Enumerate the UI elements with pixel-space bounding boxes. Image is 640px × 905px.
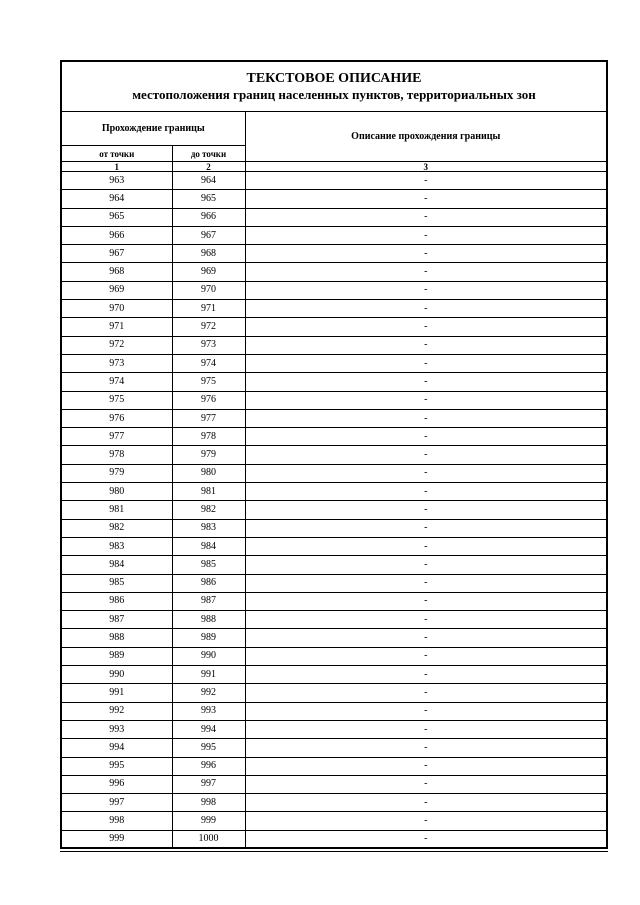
table-row <box>62 647 606 665</box>
to-point-cell: 988 <box>172 611 245 629</box>
from-point-cell: 968 <box>62 263 172 281</box>
description-cell: - <box>245 830 606 848</box>
description-cell: - <box>245 574 606 592</box>
from-point-cell: 970 <box>62 300 172 318</box>
table-row <box>62 794 606 812</box>
table-body <box>62 172 606 849</box>
table-row <box>62 300 606 318</box>
to-point-cell: 973 <box>172 336 245 354</box>
description-cell: - <box>245 208 606 226</box>
table-row <box>62 757 606 775</box>
description-cell: - <box>245 263 606 281</box>
from-point-cell: 978 <box>62 446 172 464</box>
description-cell: - <box>245 172 606 190</box>
from-point-cell: 972 <box>62 336 172 354</box>
from-point-cell: 984 <box>62 556 172 574</box>
to-point-cell: 964 <box>172 172 245 190</box>
to-point-cell: 998 <box>172 794 245 812</box>
description-cell: - <box>245 629 606 647</box>
from-point-cell: 971 <box>62 318 172 336</box>
from-point-cell: 980 <box>62 483 172 501</box>
from-point-cell: 974 <box>62 373 172 391</box>
description-cell: - <box>245 501 606 519</box>
description-cell: - <box>245 666 606 684</box>
from-point-cell: 990 <box>62 666 172 684</box>
document-title: ТЕКСТОВОЕ ОПИСАНИЕ <box>246 71 422 86</box>
to-point-cell: 985 <box>172 556 245 574</box>
table-row <box>62 830 606 848</box>
to-point-cell: 1000 <box>172 830 245 848</box>
table-row <box>62 318 606 336</box>
to-point-cell: 971 <box>172 300 245 318</box>
boundary-table <box>62 112 606 849</box>
from-point-cell: 969 <box>62 281 172 299</box>
header-col-2: 2 <box>172 162 245 172</box>
to-point-cell: 965 <box>172 190 245 208</box>
to-point-cell: 995 <box>172 739 245 757</box>
from-point-cell: 976 <box>62 409 172 427</box>
to-point-cell: 991 <box>172 666 245 684</box>
description-cell: - <box>245 428 606 446</box>
description-cell: - <box>245 373 606 391</box>
from-point-cell: 987 <box>62 611 172 629</box>
table-row <box>62 409 606 427</box>
from-point-cell: 983 <box>62 537 172 555</box>
to-point-cell: 975 <box>172 373 245 391</box>
description-cell: - <box>245 556 606 574</box>
to-point-cell: 996 <box>172 757 245 775</box>
from-point-cell: 994 <box>62 739 172 757</box>
from-point-cell: 992 <box>62 702 172 720</box>
to-point-cell: 972 <box>172 318 245 336</box>
table-row <box>62 592 606 610</box>
header-from-point: от точки <box>62 146 172 162</box>
table-row <box>62 428 606 446</box>
table-row <box>62 666 606 684</box>
table-row <box>62 446 606 464</box>
from-point-cell: 973 <box>62 354 172 372</box>
to-point-cell: 969 <box>172 263 245 281</box>
description-cell: - <box>245 519 606 537</box>
to-point-cell: 984 <box>172 537 245 555</box>
table-row <box>62 263 606 281</box>
from-point-cell: 999 <box>62 830 172 848</box>
table-row <box>62 354 606 372</box>
description-cell: - <box>245 190 606 208</box>
table-row <box>62 464 606 482</box>
description-cell: - <box>245 318 606 336</box>
description-cell: - <box>245 354 606 372</box>
table-row <box>62 336 606 354</box>
description-cell: - <box>245 281 606 299</box>
to-point-cell: 983 <box>172 519 245 537</box>
table-row <box>62 556 606 574</box>
document-subtitle: местоположения границ населенных пунктов, территориальных зон <box>132 87 536 102</box>
description-cell: - <box>245 464 606 482</box>
from-point-cell: 995 <box>62 757 172 775</box>
description-cell: - <box>245 702 606 720</box>
from-point-cell: 997 <box>62 794 172 812</box>
description-cell: - <box>245 611 606 629</box>
to-point-cell: 989 <box>172 629 245 647</box>
from-point-cell: 963 <box>62 172 172 190</box>
table-row <box>62 281 606 299</box>
from-point-cell: 991 <box>62 684 172 702</box>
to-point-cell: 974 <box>172 354 245 372</box>
to-point-cell: 976 <box>172 391 245 409</box>
to-point-cell: 968 <box>172 245 245 263</box>
table-row <box>62 519 606 537</box>
header-to-point: до точки <box>172 146 245 162</box>
to-point-cell: 979 <box>172 446 245 464</box>
frame-bottom-rule <box>60 851 608 852</box>
description-cell: - <box>245 226 606 244</box>
header-description: Описание прохождения границы <box>245 112 606 162</box>
to-point-cell: 990 <box>172 647 245 665</box>
description-cell: - <box>245 812 606 830</box>
table-row <box>62 172 606 190</box>
document-frame <box>60 60 608 849</box>
table-row <box>62 775 606 793</box>
table-row <box>62 684 606 702</box>
table-row <box>62 702 606 720</box>
from-point-cell: 975 <box>62 391 172 409</box>
table-row <box>62 812 606 830</box>
description-cell: - <box>245 483 606 501</box>
description-cell: - <box>245 300 606 318</box>
to-point-cell: 999 <box>172 812 245 830</box>
table-row <box>62 537 606 555</box>
from-point-cell: 988 <box>62 629 172 647</box>
to-point-cell: 970 <box>172 281 245 299</box>
to-point-cell: 997 <box>172 775 245 793</box>
to-point-cell: 982 <box>172 501 245 519</box>
table-row <box>62 373 606 391</box>
description-cell: - <box>245 775 606 793</box>
from-point-cell: 998 <box>62 812 172 830</box>
table-row <box>62 739 606 757</box>
header-col-1: 1 <box>62 162 172 172</box>
to-point-cell: 987 <box>172 592 245 610</box>
to-point-cell: 992 <box>172 684 245 702</box>
description-cell: - <box>245 537 606 555</box>
from-point-cell: 964 <box>62 190 172 208</box>
from-point-cell: 993 <box>62 720 172 738</box>
from-point-cell: 979 <box>62 464 172 482</box>
from-point-cell: 967 <box>62 245 172 263</box>
header-passage: Прохождение границы <box>62 112 245 146</box>
description-cell: - <box>245 446 606 464</box>
description-cell: - <box>245 794 606 812</box>
table-row <box>62 629 606 647</box>
description-cell: - <box>245 592 606 610</box>
description-cell: - <box>245 409 606 427</box>
description-cell: - <box>245 684 606 702</box>
header-col-3: 3 <box>245 162 606 172</box>
table-row <box>62 720 606 738</box>
table-row <box>62 574 606 592</box>
from-point-cell: 989 <box>62 647 172 665</box>
table-row <box>62 245 606 263</box>
title-block <box>62 62 606 112</box>
from-point-cell: 985 <box>62 574 172 592</box>
to-point-cell: 986 <box>172 574 245 592</box>
table-row <box>62 391 606 409</box>
description-cell: - <box>245 245 606 263</box>
to-point-cell: 977 <box>172 409 245 427</box>
from-point-cell: 965 <box>62 208 172 226</box>
to-point-cell: 994 <box>172 720 245 738</box>
from-point-cell: 982 <box>62 519 172 537</box>
table-row <box>62 226 606 244</box>
to-point-cell: 981 <box>172 483 245 501</box>
from-point-cell: 986 <box>62 592 172 610</box>
table-row <box>62 611 606 629</box>
from-point-cell: 966 <box>62 226 172 244</box>
table-row <box>62 501 606 519</box>
description-cell: - <box>245 647 606 665</box>
description-cell: - <box>245 336 606 354</box>
to-point-cell: 966 <box>172 208 245 226</box>
to-point-cell: 980 <box>172 464 245 482</box>
description-cell: - <box>245 739 606 757</box>
from-point-cell: 977 <box>62 428 172 446</box>
description-cell: - <box>245 391 606 409</box>
description-cell: - <box>245 720 606 738</box>
to-point-cell: 967 <box>172 226 245 244</box>
to-point-cell: 978 <box>172 428 245 446</box>
to-point-cell: 993 <box>172 702 245 720</box>
table-row <box>62 190 606 208</box>
table-row <box>62 483 606 501</box>
from-point-cell: 981 <box>62 501 172 519</box>
description-cell: - <box>245 757 606 775</box>
table-row <box>62 208 606 226</box>
from-point-cell: 996 <box>62 775 172 793</box>
